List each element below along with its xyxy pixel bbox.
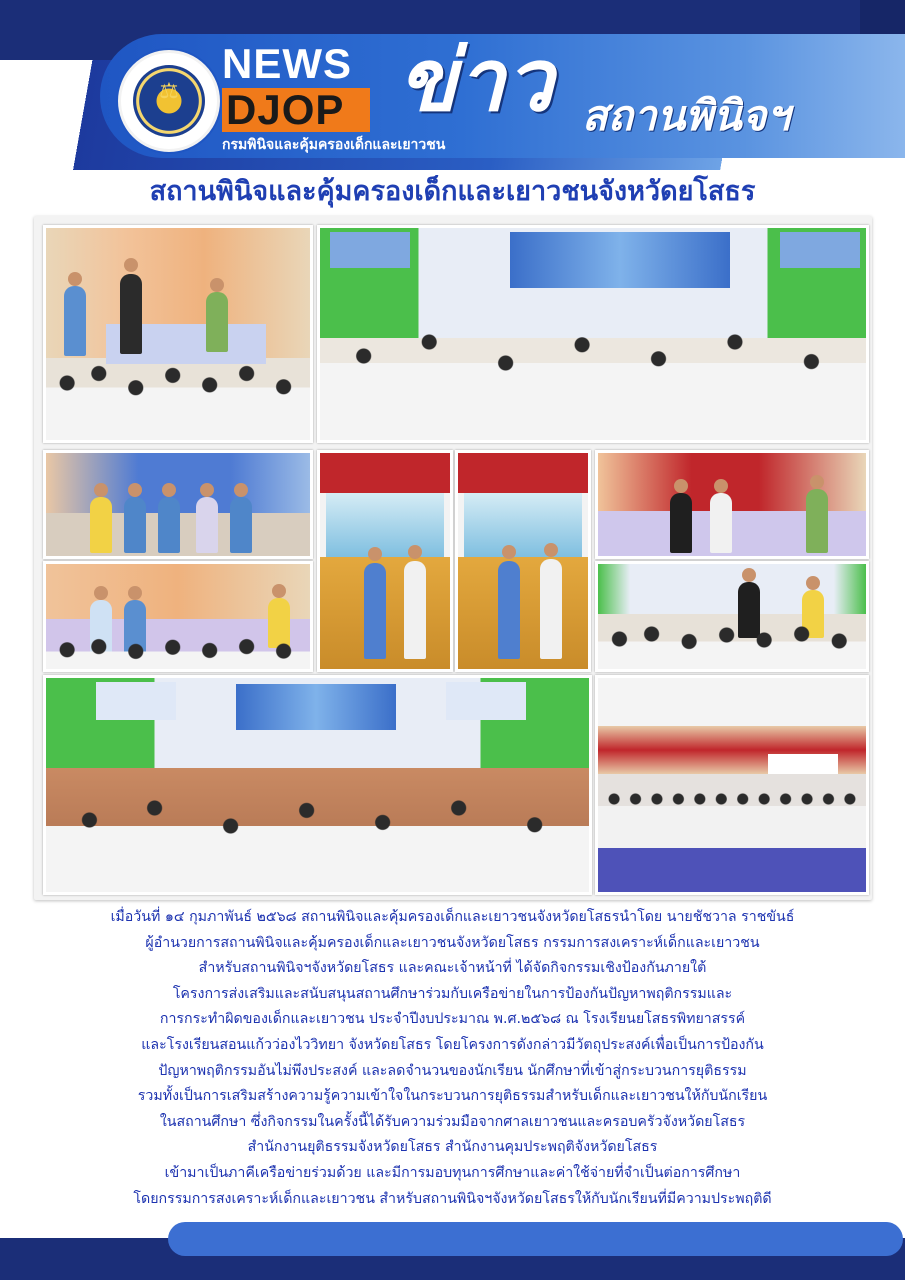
body-line: รวมทั้งเป็นการเสริมสร้างความรู้ความเข้าใจในกระบวนการยุติธรรมสำหรับเด็กและเยาวชนให้กับนักเรียน: [137, 1088, 768, 1105]
body-line: ปัญหาพฤติกรรมอันไม่พึงประสงค์ และลดจำนวนของนักเรียน นักศึกษาที่เข้าสู่กระบวนการยุติธรรม: [158, 1062, 747, 1079]
body-line: โดยกรรมการสงเคราะห์เด็กและเยาวชน สำหรับสถานพินิจฯจังหวัดยโสธรให้กับนักเรียนที่มีความประพฤติดี: [133, 1190, 772, 1207]
photo-scholarship-handover-3: [455, 450, 591, 672]
djop-badge: [222, 88, 370, 132]
body-line: สำนักงานยุติธรรมจังหวัดยโสธร สำนักงานคุมประพฤติจังหวัดยโสธร: [247, 1139, 658, 1156]
body-line: สำหรับสถานพินิจฯจังหวัดยโสธร และคณะเจ้าหน้าที่ ได้จัดกิจกรรมเชิงป้องกันภายใต้: [198, 960, 707, 977]
djop-logo: [118, 50, 220, 152]
khao-heading: ข่าว: [398, 30, 554, 131]
photo-collage: [34, 216, 872, 900]
logo-scales-glyph: ⚖: [159, 79, 179, 104]
body-line: และโรงเรียนสอนแก้วว่องไววิทยา จังหวัดยโสธร โดยโครงการดังกล่าวมีวัตถุประสงค์เพื่อเป็นการป้องกัน: [141, 1036, 764, 1053]
article-body: [40, 905, 865, 1212]
photo-hall-assembly: [43, 675, 592, 895]
body-line: เมื่อวันที่ ๑๔ กุมภาพันธ์ ๒๕๖๘ สถานพินิจและคุ้มครองเด็กและเยาวชนจังหวัดยโสธรนำโดย นายชัชวาล ราชขันธ์: [110, 909, 795, 925]
photo-group: [595, 675, 869, 895]
photo-scholarship-handover-1: [43, 450, 313, 559]
body-line: ผู้อำนวยการสถานพินิจและคุ้มครองเด็กและเยาวชนจังหวัดยโสธร กรรมการสงเคราะห์เด็กและเยาวชน: [145, 934, 760, 951]
sathan-heading: สถานพินิจฯ: [582, 91, 790, 140]
photo-ceremony-speaker: [43, 225, 313, 443]
photo-scholarship-handover-4: [595, 450, 869, 559]
photo-officers-speaking: [43, 561, 313, 672]
djop-label: DJOP: [226, 86, 345, 133]
page-title: สถานพินิจและคุ้มครองเด็กและเยาวชนจังหวัดยโสธร: [149, 176, 756, 207]
department-name: กรมพินิจและคุ้มครองเด็กและเยาวชน: [222, 137, 446, 153]
body-line: โครงการส่งเสริมและสนับสนุนสถานศึกษาร่วมกับเครือข่ายในการป้องกันปัญหาพฤติกรรมและ: [172, 985, 733, 1002]
news-label: NEWS: [222, 40, 352, 87]
photo-hall-audience: [595, 561, 869, 672]
photo-students-assembly: [317, 225, 869, 443]
photo-scholarship-handover-2: [317, 450, 453, 672]
body-line: การกระทำผิดของเด็กและเยาวชน ประจำปีงบประมาณ พ.ศ.๒๕๖๘ ณ โรงเรียนยโสธรพิทยาสรรค์: [159, 1011, 746, 1028]
footer-pill: [168, 1222, 903, 1256]
body-line: เข้ามาเป็นภาคีเครือข่ายร่วมด้วย และมีการมอบทุนการศึกษาและค่าใช้จ่ายที่จำเป็นต่อการศึกษา: [164, 1164, 741, 1181]
body-line: ในสถานศึกษา ซึ่งกิจกรรมในครั้งนี้ได้รับความร่วมมือจากศาลเยาวชนและครอบครัวจังหวัดยโสธร: [159, 1113, 746, 1130]
